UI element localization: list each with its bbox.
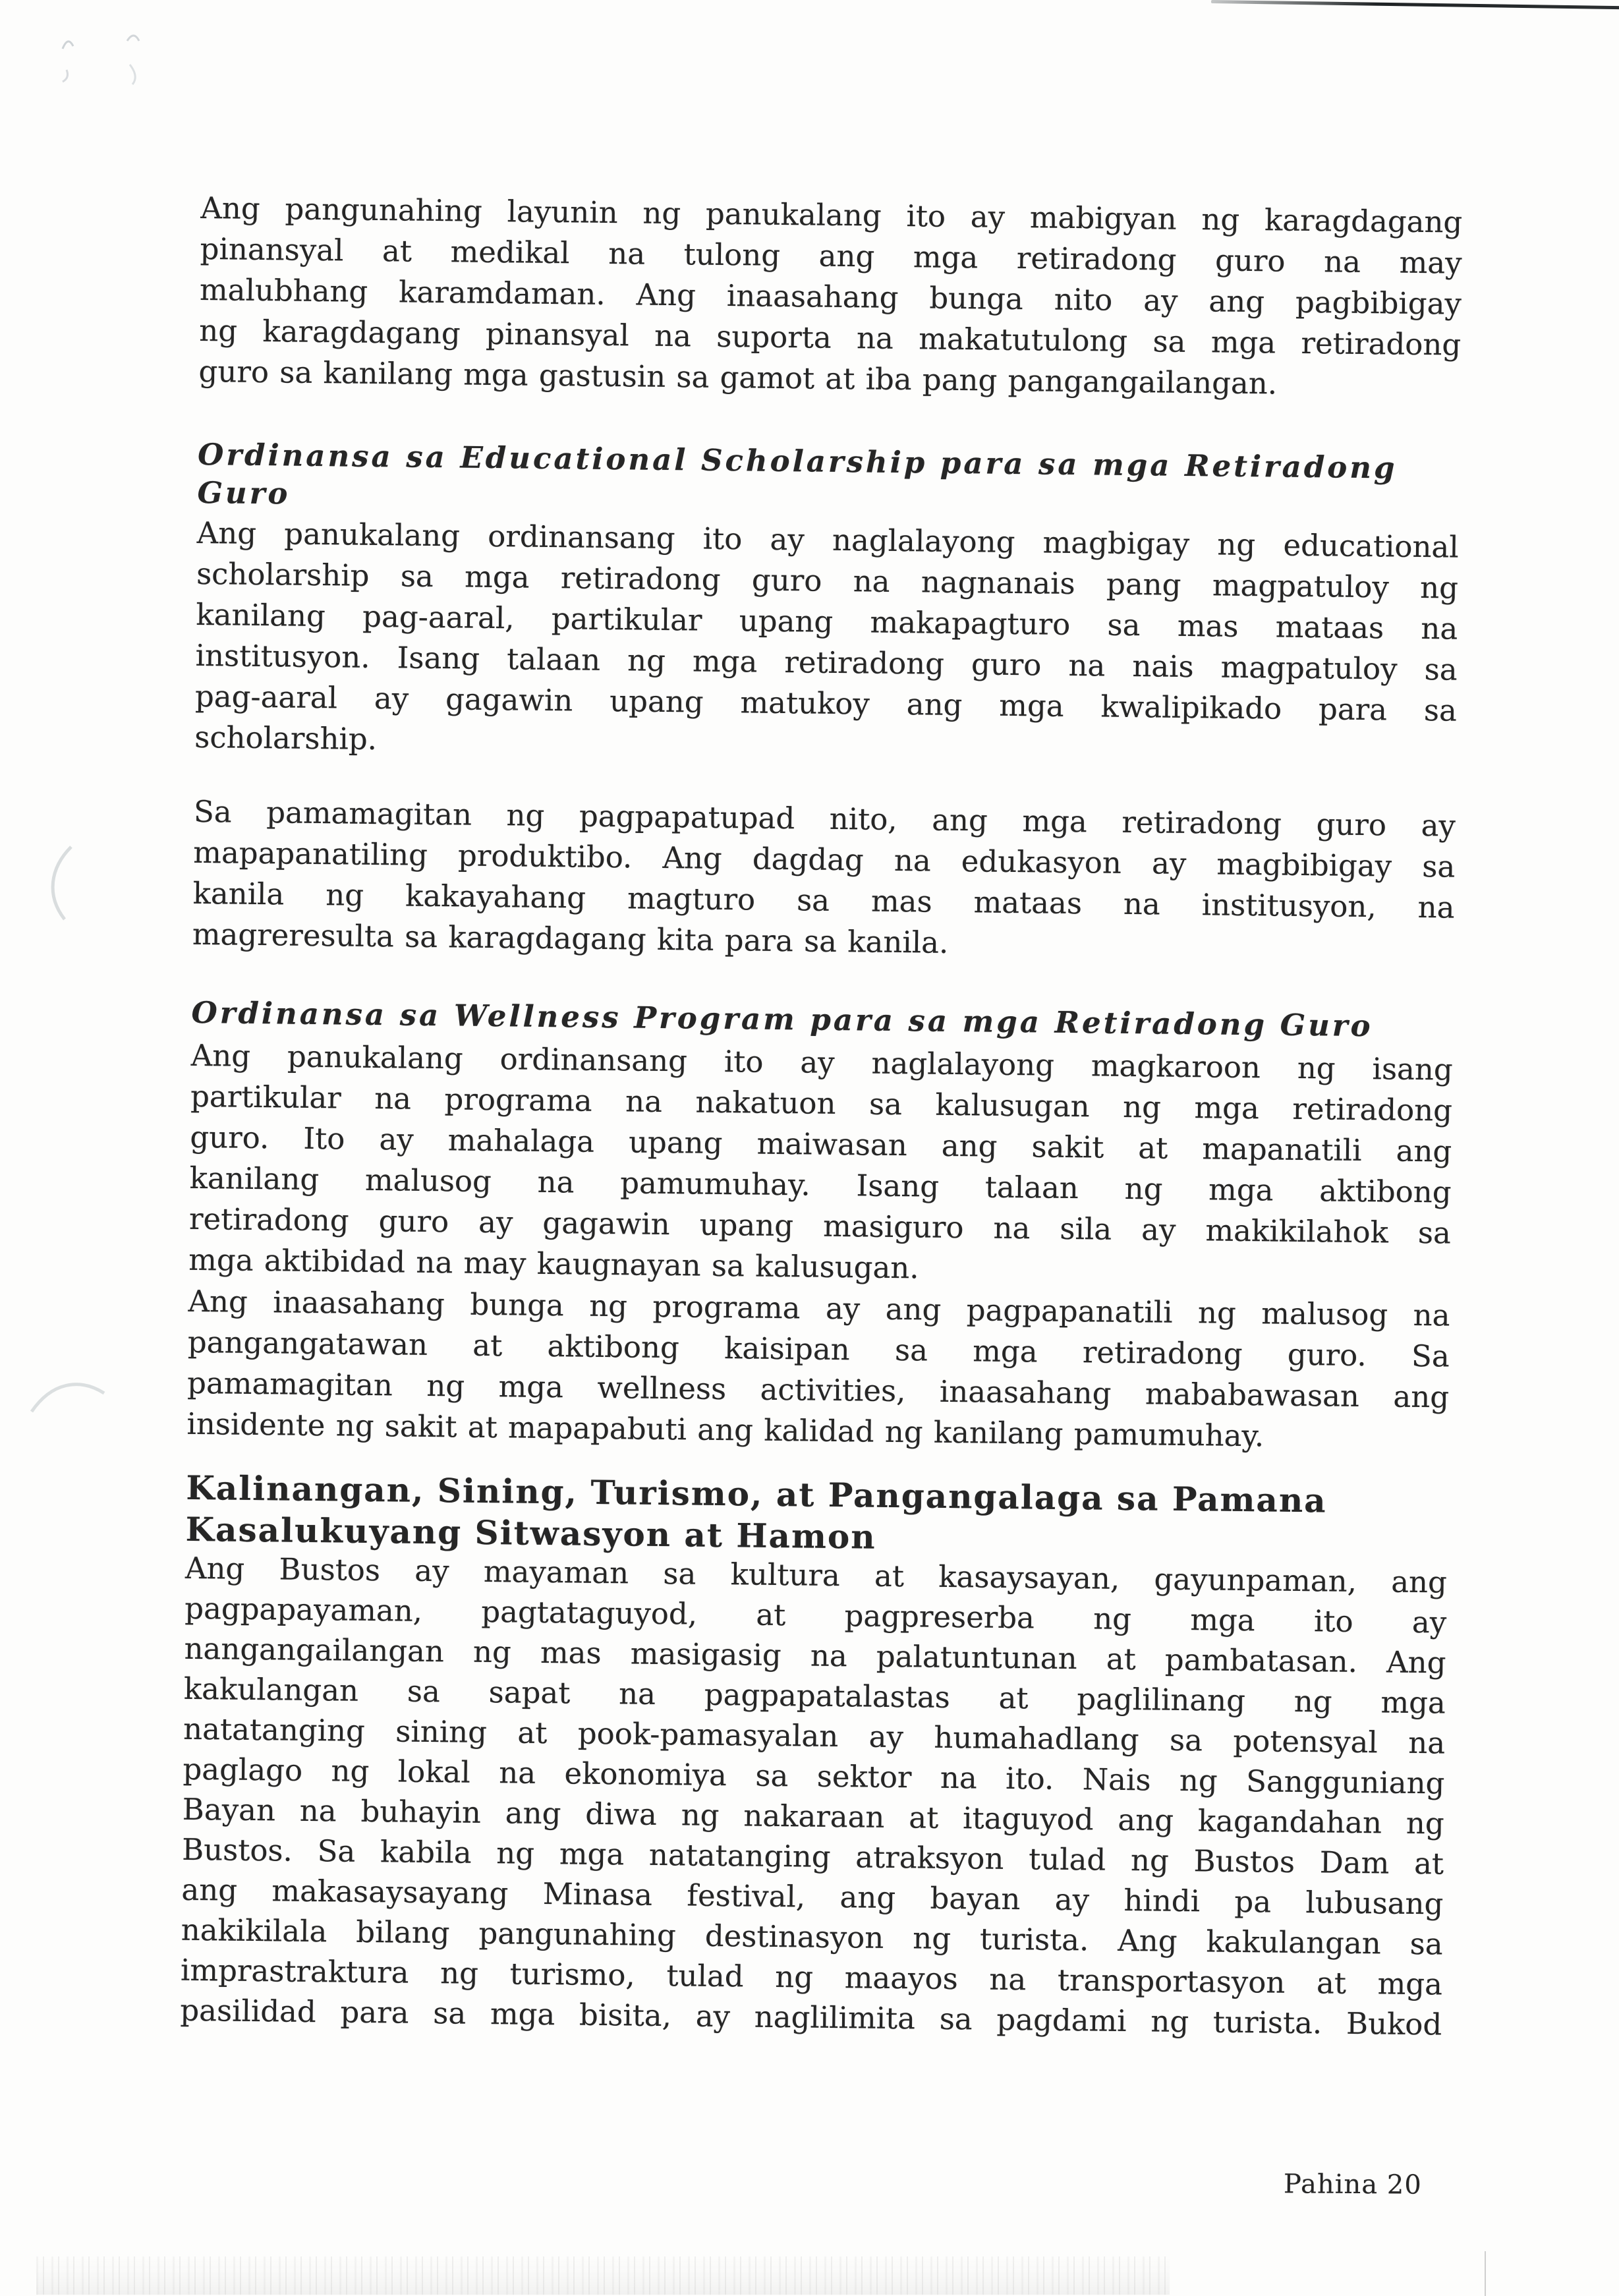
- scan-bottom-line: [1485, 2251, 1486, 2296]
- body-paragraph: [180, 1548, 1447, 2045]
- text-line: pagpapayaman, pagtataguyod, at pagpreserba ng mga ito ay: [185, 1590, 1447, 1640]
- body-paragraph: [192, 791, 1456, 969]
- text-line: pinansyal at medikal na tulong ang mga retiradong guro na may: [200, 231, 1462, 281]
- text-line: natatanging sining at pook-pamasyalan ay humahadlang sa potensyal na: [183, 1711, 1446, 1761]
- text-line: insidente ng sakit at mapapabuti ang kalidad ng kanilang pamumuhay.: [186, 1406, 1264, 1454]
- text-line: kanila ng kakayahang magturo sa mas mataas na institusyon, na: [192, 875, 1455, 925]
- text-line: scholarship.: [194, 719, 378, 757]
- page-number: Pahina 20: [1283, 2169, 1422, 2200]
- text-line: Ang panukalang ordinansang ito ay naglalayong magbigay ng educational: [196, 515, 1460, 565]
- text-line: nangangailangan ng mas masigasig na palatuntunan at pambatasan. Ang: [184, 1630, 1446, 1680]
- text-line: Ang pangunahing layunin ng panukalang ito ay mabigyan ng karagdagang: [200, 190, 1463, 240]
- text-line: Ang Bustos ay mayaman sa kultura at kasaysayan, gayunpaman, ang: [185, 1550, 1448, 1600]
- body-paragraph: [198, 188, 1462, 407]
- text-line: kanilang malusog na pamumuhay. Isang talaan ng mga aktibong: [189, 1160, 1452, 1210]
- text-line: malubhang karamdaman. Ang inaasahang bunga nito ay ang pagbibigay: [199, 272, 1462, 322]
- body-paragraph: [194, 513, 1459, 772]
- text-line: Kalinangan, Sining, Turismo, at Pangangalaga sa Pamana: [186, 1468, 1327, 1520]
- document-content: [177, 0, 1464, 2296]
- text-line: ng karagdagang pinansyal na suporta na makatutulong sa mga retiradong: [199, 312, 1462, 362]
- text-line: imprastraktura ng turismo, tulad ng maayos na transportasyon at mga: [180, 1952, 1443, 2002]
- text-line: pag-aaral ay gagawin upang matukoy ang mga kwalipikado para sa: [194, 678, 1458, 728]
- body-paragraph: [186, 1281, 1450, 1459]
- text-line: Bustos. Sa kabila ng mga natatanging atraksyon tulad ng Bustos Dam at: [181, 1831, 1444, 1881]
- pencil-smudge-mark: [49, 26, 181, 99]
- text-line: Sa pamamagitan ng pagpapatupad nito, ang mga retiradong guro ay: [193, 793, 1456, 844]
- text-line: guro. Ito ay mahalaga upang maiwasan ang sakit at mapanatili ang: [190, 1119, 1452, 1169]
- text-line: mapapanatiling produktibo. Ang dagdag na edukasyon ay magbibigay sa: [193, 834, 1456, 884]
- body-paragraph: [188, 1035, 1453, 1295]
- text-line: Ang panukalang ordinansang ito ay naglalayong magkaroon ng isang: [190, 1037, 1454, 1087]
- section-heading: [197, 436, 1460, 527]
- text-line: pamamagitan ng mga wellness activities, inaasahang mababawasan ang: [186, 1365, 1450, 1415]
- text-line: retiradong guro ay gagawin upang masiguro na sila ay makikilahok sa: [188, 1201, 1452, 1251]
- text-line: kanilang pag-aaral, partikular upang makapagturo sa mas mataas na: [196, 596, 1458, 646]
- text-line: pangangatawan at aktibong kaisipan sa mga retiradong guro. Sa: [187, 1324, 1450, 1374]
- text-line: pasilidad para sa mga bisita, ay naglilimita sa pagdami ng turista. Bukod: [180, 1992, 1442, 2042]
- text-line: nakikilala bilang pangunahing destinasyon ng turista. Ang kakulangan sa: [181, 1912, 1443, 1962]
- text-line: guro sa kanilang mga gastusin sa gamot at iba pang pangangailangan.: [198, 353, 1278, 401]
- text-line: ang makasaysayang Minasa festival, ang bayan ay hindi pa lubusang: [181, 1872, 1444, 1922]
- text-line: scholarship sa mga retiradong guro na nagnanais pang magpatuloy ng: [196, 556, 1459, 606]
- text-line: kakulangan sa sapat na pagpapatalastas at paglilinang ng mga: [183, 1671, 1446, 1721]
- text-line: Guro: [197, 474, 291, 511]
- text-line: mga aktibidad na may kaugnayan sa kalusugan.: [188, 1242, 919, 1286]
- margin-smudge-mark: [28, 1372, 113, 1421]
- text-line: institusyon. Isang talaan ng mga retiradong guro na nais magpatuloy sa: [195, 637, 1458, 687]
- text-line: Ordinansa sa Educational Scholarship para sa mga Retiradong: [197, 436, 1398, 486]
- text-line: Ordinansa sa Wellness Program para sa mga Retiradong Guro: [191, 994, 1373, 1044]
- text-line: magreresulta sa karagdagang kita para sa kanila.: [192, 916, 949, 960]
- margin-smudge-mark: [38, 840, 91, 926]
- text-line: Kasalukuyang Sitwasyon at Hamon: [185, 1509, 876, 1557]
- text-line: Ang inaasahang bunga ng programa ay ang pagpapanatili ng malusog na: [188, 1283, 1450, 1333]
- text-line: Bayan na buhayin ang diwa ng nakaraan at itaguyod ang kagandahan ng: [182, 1791, 1445, 1841]
- scan-top-edge-line: [1211, 0, 1619, 9]
- text-line: paglago ng lokal na ekonomiya sa sektor na ito. Nais ng Sangguniang: [183, 1751, 1445, 1801]
- text-line: partikular na programa na nakatuon sa kalusugan ng mga retiradong: [190, 1078, 1453, 1128]
